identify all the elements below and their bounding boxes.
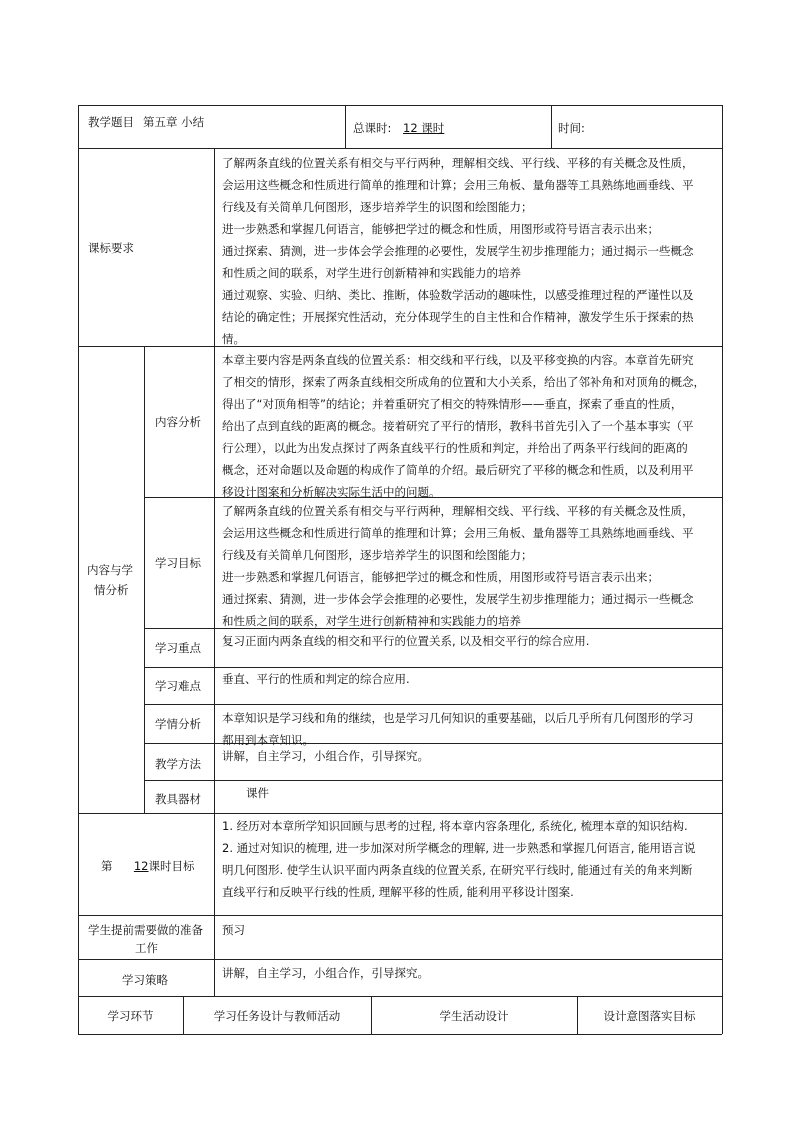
lesson-goal-text xyxy=(222,815,696,903)
lesson-goal-suffix: 课时目标 xyxy=(148,859,195,873)
curriculum-line: 会运用这些概念和性质进行简单的推理和计算；会用三角板、量角器等工具熟练地画垂线、平 xyxy=(222,178,694,192)
analysis-group-label-2: 情分析 xyxy=(94,583,129,597)
goals-line: 通过探索、猜测，进一步体会学会推理的必要性，发展学生初步推理能力；通过揭示一些概念 xyxy=(222,592,694,606)
footer-header-task: 学习任务设计与教师活动 xyxy=(213,1009,341,1023)
footer-header-stage: 学习环节 xyxy=(107,1009,154,1023)
key-points-text: 复习正面内两条直线的相交和平行的位置关系, 以及相交平行的综合应用. xyxy=(222,634,590,648)
teaching-tools-text: 课件 xyxy=(246,786,269,800)
curriculum-line: 行线及有关简单几何图形，逐步培养学生的识图和绘图能力； xyxy=(222,200,533,214)
teaching-methods-label: 教学方法 xyxy=(155,757,201,771)
goals-line: 进一步熟悉和掌握几何语言，能够把学过的概念和性质，用图形或符号语言表示出来； xyxy=(222,570,659,584)
goals-line: 会运用这些概念和性质进行简单的推理和计算；会用三角板、量角器等工具熟练地画垂线、平 xyxy=(222,526,694,540)
learning-goals-text xyxy=(222,500,694,632)
lesson-goal-line: 直线平行和反映平行线的性质, 理解平移的性质, 能利用平移设计图案. xyxy=(222,885,574,899)
footer-header-intent: 设计意图落实目标 xyxy=(603,1009,696,1023)
key-points-label: 学习重点 xyxy=(155,641,201,655)
lesson-goal-line: 明几何图形. 使学生认识平面内两条直线的位置关系, 在研究平行线时, 能通过有关的角来判断 xyxy=(222,863,693,877)
goals-line: 了解两条直线的位置关系有相交与平行两种，理解相交线、平行线、平移的有关概念及性质， xyxy=(222,504,694,518)
curriculum-line: 进一步熟悉和掌握几何语言，能够把学过的概念和性质，用图形或符号语言表示出来； xyxy=(222,222,659,236)
time-label: 时间: xyxy=(558,121,585,135)
content-line: 得出了“对顶角相等”的结论；并着重研究了相交的特殊情形——垂直，探索了垂直的性质， xyxy=(222,397,683,411)
student-line: 都用到本章知识。 xyxy=(222,733,314,747)
total-hours-label: 总课时: xyxy=(353,121,392,135)
learning-goals-label: 学习目标 xyxy=(155,556,201,570)
curriculum-line: 和性质之间的联系，对学生进行创新精神和实践能力的培养 xyxy=(222,266,521,280)
footer-header-activity: 学生活动设计 xyxy=(439,1009,509,1023)
preparation-label-2: 工作 xyxy=(135,941,158,955)
content-analysis-text xyxy=(222,349,705,503)
content-line: 行公理），以此为出发点探讨了两条直线平行的性质和判定，并给出了两条平行线间的距离的 xyxy=(222,441,688,455)
goals-line: 行线及有关简单几何图形，逐步培养学生的识图和绘图能力； xyxy=(222,548,533,562)
curriculum-label: 课标要求 xyxy=(88,241,134,255)
analysis-group-label-1: 内容与学 xyxy=(87,563,133,577)
curriculum-line: 情。 xyxy=(222,332,245,346)
teaching-methods-text: 讲解，自主学习，小组合作，引导探究。 xyxy=(222,749,429,763)
strategy-text: 讲解，自主学习，小组合作，引导探究。 xyxy=(222,966,429,980)
topic-value: 第五章 小结 xyxy=(143,115,205,129)
student-analysis-text xyxy=(222,707,694,751)
student-line: 本章知识是学习线和角的继续，也是学习几何知识的重要基础，以后几乎所有几何图形的学习 xyxy=(222,711,694,725)
difficulties-text: 垂直、平行的性质和判定的综合应用. xyxy=(222,672,410,686)
student-analysis-label: 学情分析 xyxy=(155,717,201,731)
curriculum-line: 了解两条直线的位置关系有相交与平行两种，理解相交线、平行线、平移的有关概念及性质， xyxy=(222,156,694,170)
difficulties-label: 学习难点 xyxy=(155,679,201,693)
curriculum-line: 通过探索、猜测，进一步体会学会推理的必要性，发展学生初步推理能力；通过揭示一些概念 xyxy=(222,244,694,258)
curriculum-line: 结论的确定性；开展探究性活动，充分体现学生的自主性和合作精神，激发学生乐于探索的热 xyxy=(222,310,694,324)
content-line: 本章主要内容是两条直线的位置关系：相交线和平行线，以及平移变换的内容。本章首先研究 xyxy=(222,353,694,367)
lesson-goal-label xyxy=(101,858,195,874)
curriculum-text xyxy=(222,152,694,350)
lesson-goal-number: 12 xyxy=(133,859,149,873)
content-line: 给出了点到直线的距离的概念。接着研究了平行的情形，教科书首先引入了一个基本事实（平 xyxy=(222,419,694,433)
content-line: 了相交的情形，探索了两条直线相交所成角的位置和大小关系，给出了邻补角和对顶角的概念， xyxy=(222,375,705,389)
lesson-goal-prefix: 第 xyxy=(101,859,113,873)
lesson-goal-line: 1. 经历对本章所学知识回顾与思考的过程, 将本章内容条理化, 系统化, 梳理本章的知识结构. xyxy=(222,819,688,833)
lesson-goal-line: 2. 通过对知识的梳理, 进一步加深对所学概念的理解, 进一步熟悉和掌握几何语言, 能用语言说 xyxy=(222,841,696,855)
topic-label: 教学题目 xyxy=(88,115,134,129)
total-hours-value: 12 课时 xyxy=(403,121,445,135)
curriculum-line: 通过观察、实验、归纳、类比、推断，体验数学活动的趣味性，以感受推理过程的严谨性以及 xyxy=(222,288,694,302)
strategy-label: 学习策略 xyxy=(122,973,168,987)
preparation-text: 预习 xyxy=(222,923,245,937)
content-line: 概念，还对命题以及命题的构成作了简单的介绍。最后研究了平移的概念和性质，以及利用平 xyxy=(222,463,694,477)
teaching-tools-label: 教具器材 xyxy=(155,792,201,806)
goals-line: 和性质之间的联系，对学生进行创新精神和实践能力的培养 xyxy=(222,614,521,628)
content-analysis-label: 内容分析 xyxy=(155,415,201,429)
content-line: 移设计图案和分析解决实际生活中的问题。 xyxy=(222,485,441,499)
preparation-label-1: 学生提前需要做的准备 xyxy=(88,923,203,937)
